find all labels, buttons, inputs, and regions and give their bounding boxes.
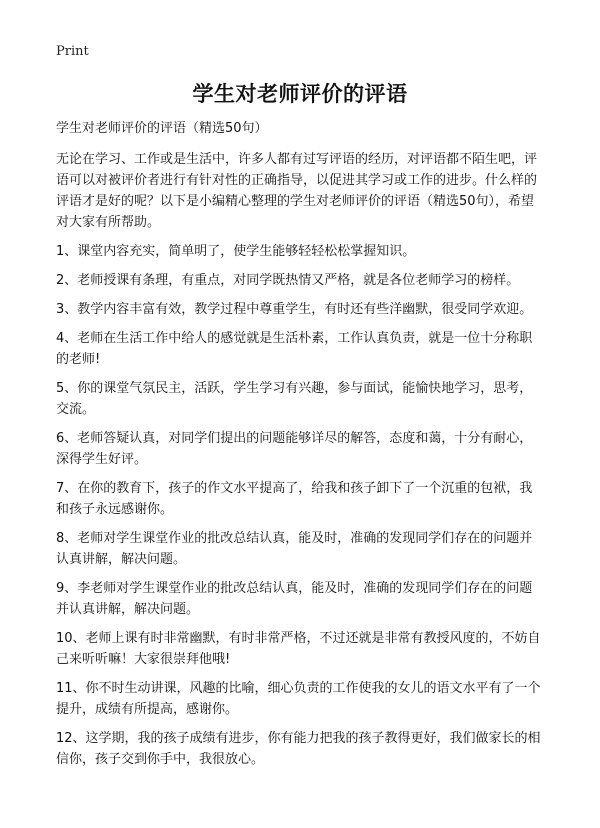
list-item: 12、这学期，我的孩子成绩有进步，你有能力把我的孩子教得更好，我们做家长的相信你，孩子交到你手中，我很放心。 — [56, 731, 541, 767]
list-item: 2、老师授课有条理，有重点，对同学既热情又严格，就是各位老师学习的榜样。 — [56, 273, 520, 288]
page-title: 学生对老师评价的评语 — [192, 82, 408, 106]
article-subtitle: 学生对老师评价的评语（精选50句） — [56, 121, 268, 136]
list-item: 1、课堂内容充实，简单明了，使学生能够轻轻松松掌握知识。 — [56, 244, 416, 259]
article-body — [56, 118, 544, 778]
list-item: 4、老师在生活工作中给人的感觉就是生活朴素，工作认真负责，就是一位十分称职的老师! — [56, 331, 533, 367]
list-item: 9、李老师对学生课堂作业的批改总结认真，能及时，准确的发现同学们存在的问题并认真讲解，解决问题。 — [56, 581, 533, 617]
comment-list — [56, 241, 544, 770]
list-item: 11、你不时生动讲课，风趣的比喻，细心负责的工作使我的女儿的语文水平有了一个提升，成绩有所提高，感谢你。 — [56, 681, 541, 717]
intro-paragraph: 无论在学习、工作或是生活中，许多人都有过写评语的经历，对评语都不陌生吧，评语可以对被评价者进行有针对性的正确指导，以促进其学习或工作的进步。什么样的评语才是好的呢？以下是小编精心整理的学生对老师评价的评语（精选50句），希望对大家有所帮助。 — [56, 152, 538, 230]
list-item: 8、老师对学生课堂作业的批改总结认真，能及时，准确的发现同学们存在的问题并认真讲解，解决问题。 — [56, 531, 533, 567]
list-item: 3、教学内容丰富有效，教学过程中尊重学生，有时还有些洋幽默，很受同学欢迎。 — [56, 302, 533, 317]
list-item: 7、在你的教育下，孩子的作文水平提高了，给我和孩子卸下了一个沉重的包袱，我和孩子永远感谢你。 — [56, 481, 533, 517]
list-item: 10、老师上课有时非常幽默，有时非常严格，不过还就是非常有教授风度的，不妨自己来听听嘛！大家很崇拜他哦! — [56, 631, 541, 667]
list-item: 6、老师答疑认真，对同学们提出的问题能够详尽的解答，态度和蔼，十分有耐心，深得学生好评。 — [56, 431, 533, 467]
print-link[interactable]: Print — [56, 44, 89, 59]
list-item: 5、你的课堂气氛民主，活跃，学生学习有兴趣，参与面试，能愉快地学习，思考，交流。 — [56, 381, 533, 417]
